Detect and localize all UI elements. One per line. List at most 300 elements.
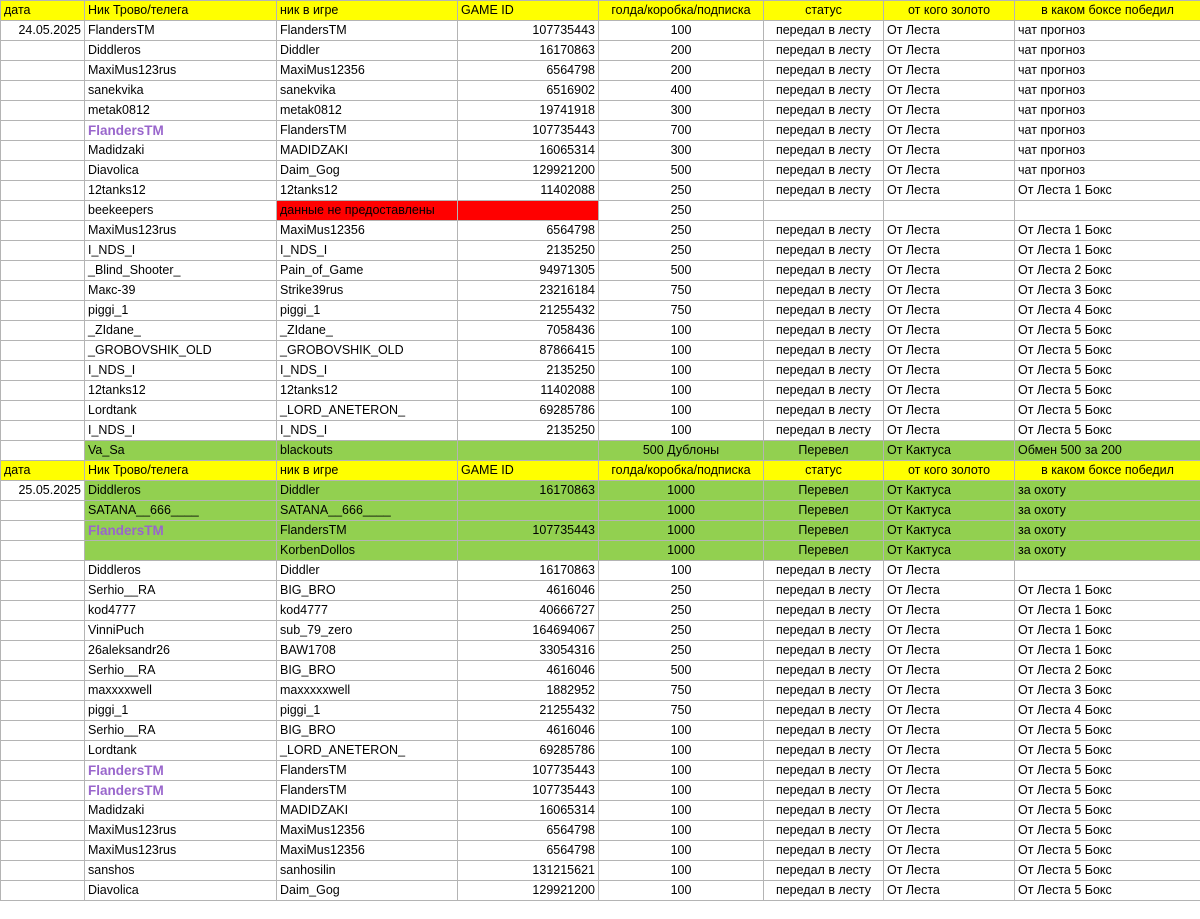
cell-gold[interactable]: 250 xyxy=(599,601,764,621)
cell-date[interactable] xyxy=(1,341,85,361)
cell-status[interactable]: передал в лесту xyxy=(764,341,884,361)
cell-status[interactable]: передал в лесту xyxy=(764,141,884,161)
cell-gold-from[interactable]: От Леста xyxy=(884,421,1015,441)
cell-tg-nick[interactable]: FlandersTM xyxy=(85,761,277,781)
cell-game-id[interactable]: 107735443 xyxy=(458,121,599,141)
cell-tg-nick[interactable]: _GROBOVSHIK_OLD xyxy=(85,341,277,361)
cell-gold[interactable]: 750 xyxy=(599,681,764,701)
cell-box-won[interactable]: От Леста 5 Бокс xyxy=(1015,421,1200,441)
cell-status[interactable]: передал в лесту xyxy=(764,81,884,101)
cell-tg-nick[interactable]: Va_Sa xyxy=(85,441,277,461)
cell-tg-nick[interactable]: MaxiMus123rus xyxy=(85,221,277,241)
cell-game-id[interactable]: 107735443 xyxy=(458,781,599,801)
cell-tg-nick[interactable]: Serhio__RA xyxy=(85,721,277,741)
cell-game-nick[interactable]: MaxiMus12356 xyxy=(277,841,458,861)
cell-tg-nick[interactable]: Serhio__RA xyxy=(85,581,277,601)
cell-gold[interactable]: 500 xyxy=(599,661,764,681)
cell-status[interactable]: передал в лесту xyxy=(764,661,884,681)
cell-gold-from[interactable]: От Леста xyxy=(884,101,1015,121)
cell-gold-from[interactable]: От Леста xyxy=(884,141,1015,161)
cell-game-id[interactable]: 40666727 xyxy=(458,601,599,621)
cell-tg-nick[interactable]: Madidzaki xyxy=(85,801,277,821)
cell-date[interactable] xyxy=(1,221,85,241)
cell-tg-nick[interactable]: piggi_1 xyxy=(85,701,277,721)
cell-gold[interactable]: 250 xyxy=(599,621,764,641)
cell-status[interactable]: передал в лесту xyxy=(764,21,884,41)
cell-game-id[interactable] xyxy=(458,201,599,221)
cell-game-nick[interactable]: MaxiMus12356 xyxy=(277,221,458,241)
cell-box-won[interactable]: за охоту xyxy=(1015,541,1200,561)
cell-game-nick[interactable]: Pain_of_Game xyxy=(277,261,458,281)
cell-gold-from[interactable]: От Леста xyxy=(884,321,1015,341)
cell-box-won[interactable]: От Леста 1 Бокс xyxy=(1015,581,1200,601)
cell-status[interactable]: передал в лесту xyxy=(764,621,884,641)
cell-game-nick[interactable]: metak0812 xyxy=(277,101,458,121)
cell-game-id[interactable]: 4616046 xyxy=(458,581,599,601)
cell-gold[interactable]: 100 xyxy=(599,361,764,381)
cell-game-id[interactable]: 107735443 xyxy=(458,761,599,781)
header-cell-gold-from[interactable]: от кого золото xyxy=(884,1,1015,21)
cell-tg-nick[interactable]: MaxiMus123rus xyxy=(85,821,277,841)
cell-date[interactable] xyxy=(1,81,85,101)
cell-game-nick[interactable]: I_NDS_I xyxy=(277,241,458,261)
cell-game-nick[interactable]: BIG_BRO xyxy=(277,721,458,741)
cell-game-id[interactable]: 107735443 xyxy=(458,21,599,41)
cell-game-id[interactable]: 69285786 xyxy=(458,741,599,761)
cell-game-nick[interactable]: sub_79_zero xyxy=(277,621,458,641)
cell-status[interactable]: Перевел xyxy=(764,501,884,521)
cell-game-nick[interactable]: FlandersTM xyxy=(277,21,458,41)
header-cell-box-won[interactable]: в каком боксе победил xyxy=(1015,1,1200,21)
cell-date[interactable] xyxy=(1,801,85,821)
cell-gold[interactable]: 750 xyxy=(599,701,764,721)
cell-box-won[interactable]: От Леста 5 Бокс xyxy=(1015,361,1200,381)
cell-gold[interactable]: 100 xyxy=(599,781,764,801)
cell-gold[interactable]: 250 xyxy=(599,641,764,661)
cell-game-id[interactable]: 131215621 xyxy=(458,861,599,881)
cell-gold-from[interactable]: От Кактуса xyxy=(884,481,1015,501)
cell-status[interactable]: передал в лесту xyxy=(764,241,884,261)
cell-date[interactable] xyxy=(1,641,85,661)
cell-box-won[interactable]: От Леста 5 Бокс xyxy=(1015,781,1200,801)
cell-gold-from[interactable]: От Кактуса xyxy=(884,521,1015,541)
cell-box-won[interactable]: чат прогноз xyxy=(1015,141,1200,161)
cell-game-nick[interactable]: sanhosilin xyxy=(277,861,458,881)
cell-gold-from[interactable]: От Леста xyxy=(884,361,1015,381)
cell-status[interactable]: передал в лесту xyxy=(764,121,884,141)
cell-game-id[interactable]: 19741918 xyxy=(458,101,599,121)
cell-game-nick[interactable]: MADIDZAKI xyxy=(277,801,458,821)
cell-game-id[interactable]: 6564798 xyxy=(458,221,599,241)
cell-gold-from[interactable]: От Леста xyxy=(884,881,1015,901)
cell-box-won[interactable]: От Леста 2 Бокс xyxy=(1015,661,1200,681)
cell-box-won[interactable]: От Леста 2 Бокс xyxy=(1015,261,1200,281)
cell-date[interactable] xyxy=(1,381,85,401)
cell-game-id[interactable]: 94971305 xyxy=(458,261,599,281)
cell-gold[interactable]: 100 xyxy=(599,21,764,41)
cell-tg-nick[interactable]: Diddleros xyxy=(85,481,277,501)
cell-date[interactable] xyxy=(1,761,85,781)
cell-box-won[interactable]: От Леста 5 Бокс xyxy=(1015,401,1200,421)
header-cell-game-nick[interactable]: ник в игре xyxy=(277,461,458,481)
cell-game-id[interactable]: 7058436 xyxy=(458,321,599,341)
cell-gold-from[interactable]: От Кактуса xyxy=(884,441,1015,461)
cell-box-won[interactable]: От Леста 5 Бокс xyxy=(1015,761,1200,781)
cell-tg-nick[interactable]: FlandersTM xyxy=(85,21,277,41)
cell-box-won[interactable]: за охоту xyxy=(1015,481,1200,501)
cell-date[interactable] xyxy=(1,201,85,221)
cell-gold[interactable]: 200 xyxy=(599,61,764,81)
cell-tg-nick[interactable]: I_NDS_I xyxy=(85,421,277,441)
header-cell-status[interactable]: статус xyxy=(764,461,884,481)
cell-tg-nick[interactable]: Madidzaki xyxy=(85,141,277,161)
cell-gold-from[interactable]: От Леста xyxy=(884,601,1015,621)
header-cell-gold-from[interactable]: от кого золото xyxy=(884,461,1015,481)
cell-date[interactable] xyxy=(1,301,85,321)
cell-date[interactable] xyxy=(1,561,85,581)
header-cell-date[interactable]: дата xyxy=(1,461,85,481)
cell-game-nick[interactable]: FlandersTM xyxy=(277,121,458,141)
cell-status[interactable]: передал в лесту xyxy=(764,61,884,81)
cell-date[interactable] xyxy=(1,261,85,281)
cell-gold[interactable]: 500 xyxy=(599,161,764,181)
cell-date[interactable] xyxy=(1,681,85,701)
cell-game-id[interactable]: 21255432 xyxy=(458,301,599,321)
cell-gold[interactable]: 100 xyxy=(599,721,764,741)
cell-date[interactable] xyxy=(1,501,85,521)
cell-game-id[interactable]: 2135250 xyxy=(458,241,599,261)
cell-tg-nick[interactable]: Diddleros xyxy=(85,561,277,581)
cell-game-id[interactable]: 6516902 xyxy=(458,81,599,101)
cell-date[interactable] xyxy=(1,281,85,301)
cell-status[interactable]: передал в лесту xyxy=(764,761,884,781)
cell-box-won[interactable] xyxy=(1015,561,1200,581)
cell-box-won[interactable]: за охоту xyxy=(1015,501,1200,521)
cell-box-won[interactable]: От Леста 5 Бокс xyxy=(1015,821,1200,841)
cell-box-won[interactable]: От Леста 5 Бокс xyxy=(1015,721,1200,741)
cell-box-won[interactable]: От Леста 5 Бокс xyxy=(1015,741,1200,761)
cell-date[interactable] xyxy=(1,741,85,761)
cell-date[interactable]: 25.05.2025 xyxy=(1,481,85,501)
cell-gold[interactable]: 100 xyxy=(599,421,764,441)
cell-date[interactable] xyxy=(1,361,85,381)
cell-gold[interactable]: 300 xyxy=(599,141,764,161)
cell-date[interactable] xyxy=(1,441,85,461)
cell-status[interactable]: передал в лесту xyxy=(764,421,884,441)
cell-box-won[interactable]: чат прогноз xyxy=(1015,101,1200,121)
cell-box-won[interactable]: От Леста 1 Бокс xyxy=(1015,241,1200,261)
cell-tg-nick[interactable]: SATANA__666____ xyxy=(85,501,277,521)
cell-game-nick[interactable]: Strike39rus xyxy=(277,281,458,301)
cell-status[interactable]: передал в лесту xyxy=(764,261,884,281)
cell-status[interactable]: передал в лесту xyxy=(764,281,884,301)
cell-date[interactable] xyxy=(1,321,85,341)
header-cell-game-id[interactable]: GAME ID xyxy=(458,461,599,481)
cell-game-nick[interactable]: _ZIdane_ xyxy=(277,321,458,341)
cell-date[interactable] xyxy=(1,161,85,181)
cell-gold-from[interactable]: От Леста xyxy=(884,281,1015,301)
cell-status[interactable]: передал в лесту xyxy=(764,161,884,181)
cell-date[interactable] xyxy=(1,821,85,841)
cell-status[interactable]: передал в лесту xyxy=(764,181,884,201)
cell-gold[interactable]: 1000 xyxy=(599,541,764,561)
cell-date[interactable] xyxy=(1,181,85,201)
cell-gold-from[interactable]: От Леста xyxy=(884,61,1015,81)
cell-status[interactable]: передал в лесту xyxy=(764,701,884,721)
cell-gold-from[interactable]: От Леста xyxy=(884,221,1015,241)
cell-game-nick[interactable]: FlandersTM xyxy=(277,781,458,801)
cell-gold-from[interactable]: От Леста xyxy=(884,381,1015,401)
cell-game-nick[interactable]: kod4777 xyxy=(277,601,458,621)
cell-date[interactable] xyxy=(1,121,85,141)
cell-gold-from[interactable]: От Леста xyxy=(884,621,1015,641)
cell-game-nick[interactable]: sanekvika xyxy=(277,81,458,101)
cell-tg-nick[interactable]: piggi_1 xyxy=(85,301,277,321)
cell-game-id[interactable]: 16170863 xyxy=(458,481,599,501)
cell-box-won[interactable]: От Леста 1 Бокс xyxy=(1015,601,1200,621)
cell-box-won[interactable]: чат прогноз xyxy=(1015,61,1200,81)
cell-gold-from[interactable]: От Леста xyxy=(884,721,1015,741)
cell-game-nick[interactable]: MaxiMus12356 xyxy=(277,61,458,81)
cell-tg-nick[interactable]: Serhio__RA xyxy=(85,661,277,681)
cell-gold[interactable]: 100 xyxy=(599,761,764,781)
cell-gold-from[interactable]: От Леста xyxy=(884,181,1015,201)
header-cell-game-id[interactable]: GAME ID xyxy=(458,1,599,21)
cell-gold[interactable]: 750 xyxy=(599,281,764,301)
cell-date[interactable] xyxy=(1,581,85,601)
cell-gold-from[interactable]: От Леста xyxy=(884,681,1015,701)
cell-tg-nick[interactable]: Diavolica xyxy=(85,881,277,901)
cell-game-id[interactable]: 2135250 xyxy=(458,421,599,441)
cell-status[interactable]: передал в лесту xyxy=(764,321,884,341)
cell-game-id[interactable]: 33054316 xyxy=(458,641,599,661)
cell-gold[interactable]: 700 xyxy=(599,121,764,141)
cell-game-id[interactable]: 6564798 xyxy=(458,821,599,841)
cell-tg-nick[interactable]: sanekvika xyxy=(85,81,277,101)
cell-game-id[interactable]: 107735443 xyxy=(458,521,599,541)
cell-game-id[interactable]: 16065314 xyxy=(458,141,599,161)
cell-box-won[interactable]: Обмен 500 за 200 xyxy=(1015,441,1200,461)
cell-tg-nick[interactable]: _ZIdane_ xyxy=(85,321,277,341)
cell-game-id[interactable]: 21255432 xyxy=(458,701,599,721)
cell-box-won[interactable]: От Леста 4 Бокс xyxy=(1015,301,1200,321)
cell-game-nick[interactable]: _GROBOVSHIK_OLD xyxy=(277,341,458,361)
cell-gold-from[interactable]: От Леста xyxy=(884,701,1015,721)
cell-tg-nick[interactable]: sanshos xyxy=(85,861,277,881)
cell-date[interactable] xyxy=(1,701,85,721)
cell-gold[interactable]: 750 xyxy=(599,301,764,321)
cell-gold-from[interactable]: От Леста xyxy=(884,781,1015,801)
cell-status[interactable]: передал в лесту xyxy=(764,101,884,121)
cell-tg-nick[interactable]: metak0812 xyxy=(85,101,277,121)
cell-status[interactable]: Перевел xyxy=(764,481,884,501)
cell-tg-nick[interactable]: FlandersTM xyxy=(85,521,277,541)
cell-game-nick[interactable]: Daim_Gog xyxy=(277,881,458,901)
cell-status[interactable]: передал в лесту xyxy=(764,641,884,661)
cell-game-nick[interactable]: MADIDZAKI xyxy=(277,141,458,161)
cell-date[interactable] xyxy=(1,781,85,801)
cell-game-id[interactable]: 16170863 xyxy=(458,561,599,581)
cell-status[interactable]: передал в лесту xyxy=(764,881,884,901)
cell-game-nick[interactable]: FlandersTM xyxy=(277,521,458,541)
cell-game-nick[interactable]: Diddler xyxy=(277,561,458,581)
cell-game-id[interactable]: 129921200 xyxy=(458,881,599,901)
cell-status[interactable]: Перевел xyxy=(764,541,884,561)
cell-box-won[interactable]: От Леста 5 Бокс xyxy=(1015,861,1200,881)
cell-gold-from[interactable]: От Леста xyxy=(884,641,1015,661)
cell-gold[interactable]: 250 xyxy=(599,581,764,601)
cell-date[interactable] xyxy=(1,521,85,541)
cell-status[interactable]: передал в лесту xyxy=(764,221,884,241)
cell-game-id[interactable]: 11402088 xyxy=(458,381,599,401)
cell-game-nick[interactable]: SATANA__666____ xyxy=(277,501,458,521)
cell-status[interactable]: Перевел xyxy=(764,441,884,461)
cell-box-won[interactable]: От Леста 1 Бокс xyxy=(1015,181,1200,201)
cell-gold-from[interactable]: От Леста xyxy=(884,41,1015,61)
cell-gold-from[interactable]: От Леста xyxy=(884,861,1015,881)
cell-game-id[interactable]: 1882952 xyxy=(458,681,599,701)
cell-gold[interactable]: 100 xyxy=(599,841,764,861)
cell-status[interactable]: передал в лесту xyxy=(764,861,884,881)
cell-game-nick[interactable]: _LORD_ANETERON_ xyxy=(277,741,458,761)
cell-gold[interactable]: 100 xyxy=(599,741,764,761)
cell-tg-nick[interactable]: beekeepers xyxy=(85,201,277,221)
cell-gold[interactable]: 1000 xyxy=(599,481,764,501)
cell-gold[interactable]: 100 xyxy=(599,321,764,341)
cell-gold-from[interactable]: От Леста xyxy=(884,561,1015,581)
cell-tg-nick[interactable]: I_NDS_I xyxy=(85,241,277,261)
cell-date[interactable] xyxy=(1,421,85,441)
cell-date[interactable] xyxy=(1,61,85,81)
cell-status[interactable]: передал в лесту xyxy=(764,721,884,741)
cell-box-won[interactable]: От Леста 1 Бокс xyxy=(1015,221,1200,241)
cell-gold-from[interactable]: От Леста xyxy=(884,741,1015,761)
cell-game-nick[interactable]: Daim_Gog xyxy=(277,161,458,181)
cell-gold-from[interactable]: От Кактуса xyxy=(884,541,1015,561)
cell-date[interactable] xyxy=(1,881,85,901)
cell-status[interactable]: передал в лесту xyxy=(764,681,884,701)
cell-gold[interactable]: 100 xyxy=(599,341,764,361)
cell-date[interactable] xyxy=(1,401,85,421)
cell-gold-from[interactable]: От Леста xyxy=(884,81,1015,101)
cell-game-nick[interactable]: BIG_BRO xyxy=(277,661,458,681)
cell-game-nick[interactable]: FlandersTM xyxy=(277,761,458,781)
cell-status[interactable]: Перевел xyxy=(764,521,884,541)
cell-status[interactable]: передал в лесту xyxy=(764,41,884,61)
cell-gold-from[interactable]: От Леста xyxy=(884,261,1015,281)
cell-box-won[interactable]: чат прогноз xyxy=(1015,161,1200,181)
cell-status[interactable]: передал в лесту xyxy=(764,361,884,381)
cell-tg-nick[interactable]: Lordtank xyxy=(85,401,277,421)
cell-status[interactable]: передал в лесту xyxy=(764,821,884,841)
cell-gold[interactable]: 250 xyxy=(599,241,764,261)
cell-box-won[interactable]: чат прогноз xyxy=(1015,81,1200,101)
cell-gold[interactable]: 200 xyxy=(599,41,764,61)
cell-tg-nick[interactable]: 26aleksandr26 xyxy=(85,641,277,661)
cell-date[interactable] xyxy=(1,241,85,261)
cell-game-id[interactable] xyxy=(458,501,599,521)
cell-date[interactable] xyxy=(1,41,85,61)
cell-tg-nick[interactable]: Diddleros xyxy=(85,41,277,61)
cell-status[interactable]: передал в лесту xyxy=(764,401,884,421)
cell-gold[interactable]: 300 xyxy=(599,101,764,121)
cell-date[interactable] xyxy=(1,661,85,681)
cell-gold-from[interactable]: От Леста xyxy=(884,761,1015,781)
cell-box-won[interactable]: От Леста 5 Бокс xyxy=(1015,841,1200,861)
cell-box-won[interactable]: чат прогноз xyxy=(1015,21,1200,41)
cell-date[interactable] xyxy=(1,621,85,641)
cell-status[interactable] xyxy=(764,201,884,221)
cell-date[interactable] xyxy=(1,141,85,161)
cell-tg-nick[interactable]: VinniPuch xyxy=(85,621,277,641)
cell-game-nick[interactable]: BAW1708 xyxy=(277,641,458,661)
cell-gold-from[interactable]: От Леста xyxy=(884,821,1015,841)
cell-game-id[interactable] xyxy=(458,441,599,461)
cell-gold[interactable]: 100 xyxy=(599,861,764,881)
cell-gold-from[interactable]: От Леста xyxy=(884,341,1015,361)
cell-date[interactable] xyxy=(1,861,85,881)
cell-status[interactable]: передал в лесту xyxy=(764,381,884,401)
cell-status[interactable]: передал в лесту xyxy=(764,561,884,581)
cell-box-won[interactable]: От Леста 1 Бокс xyxy=(1015,641,1200,661)
cell-gold[interactable]: 100 xyxy=(599,881,764,901)
cell-game-id[interactable]: 164694067 xyxy=(458,621,599,641)
cell-box-won[interactable]: за охоту xyxy=(1015,521,1200,541)
cell-status[interactable]: передал в лесту xyxy=(764,741,884,761)
cell-status[interactable]: передал в лесту xyxy=(764,801,884,821)
cell-game-nick[interactable]: BIG_BRO xyxy=(277,581,458,601)
cell-tg-nick[interactable]: MaxiMus123rus xyxy=(85,841,277,861)
cell-gold-from[interactable]: От Леста xyxy=(884,841,1015,861)
cell-box-won[interactable]: чат прогноз xyxy=(1015,41,1200,61)
cell-gold[interactable]: 100 xyxy=(599,401,764,421)
cell-game-nick[interactable]: I_NDS_I xyxy=(277,361,458,381)
cell-game-id[interactable]: 87866415 xyxy=(458,341,599,361)
cell-gold-from[interactable]: От Леста xyxy=(884,301,1015,321)
cell-gold-from[interactable]: От Леста xyxy=(884,241,1015,261)
cell-gold-from[interactable]: От Леста xyxy=(884,801,1015,821)
cell-box-won[interactable]: От Леста 5 Бокс xyxy=(1015,881,1200,901)
header-cell-status[interactable]: статус xyxy=(764,1,884,21)
cell-game-nick[interactable]: данные не предоставлены xyxy=(277,201,458,221)
cell-box-won[interactable] xyxy=(1015,201,1200,221)
cell-gold-from[interactable]: От Леста xyxy=(884,121,1015,141)
cell-tg-nick[interactable]: 12tanks12 xyxy=(85,181,277,201)
cell-tg-nick[interactable]: FlandersTM xyxy=(85,781,277,801)
cell-date[interactable] xyxy=(1,721,85,741)
cell-tg-nick[interactable]: I_NDS_I xyxy=(85,361,277,381)
cell-game-nick[interactable]: blackouts xyxy=(277,441,458,461)
cell-status[interactable]: передал в лесту xyxy=(764,781,884,801)
cell-gold[interactable]: 100 xyxy=(599,381,764,401)
cell-date[interactable]: 24.05.2025 xyxy=(1,21,85,41)
cell-gold[interactable]: 250 xyxy=(599,201,764,221)
cell-date[interactable] xyxy=(1,101,85,121)
cell-game-id[interactable]: 6564798 xyxy=(458,61,599,81)
cell-status[interactable]: передал в лесту xyxy=(764,301,884,321)
cell-game-id[interactable]: 16065314 xyxy=(458,801,599,821)
cell-game-id[interactable]: 23216184 xyxy=(458,281,599,301)
cell-tg-nick[interactable]: 12tanks12 xyxy=(85,381,277,401)
cell-tg-nick[interactable]: Lordtank xyxy=(85,741,277,761)
cell-gold[interactable]: 1000 xyxy=(599,521,764,541)
cell-game-id[interactable] xyxy=(458,541,599,561)
header-cell-box-won[interactable]: в каком боксе победил xyxy=(1015,461,1200,481)
cell-game-nick[interactable]: Diddler xyxy=(277,41,458,61)
cell-tg-nick[interactable]: FlandersTM xyxy=(85,121,277,141)
cell-gold[interactable]: 500 Дублоны xyxy=(599,441,764,461)
cell-game-id[interactable]: 11402088 xyxy=(458,181,599,201)
